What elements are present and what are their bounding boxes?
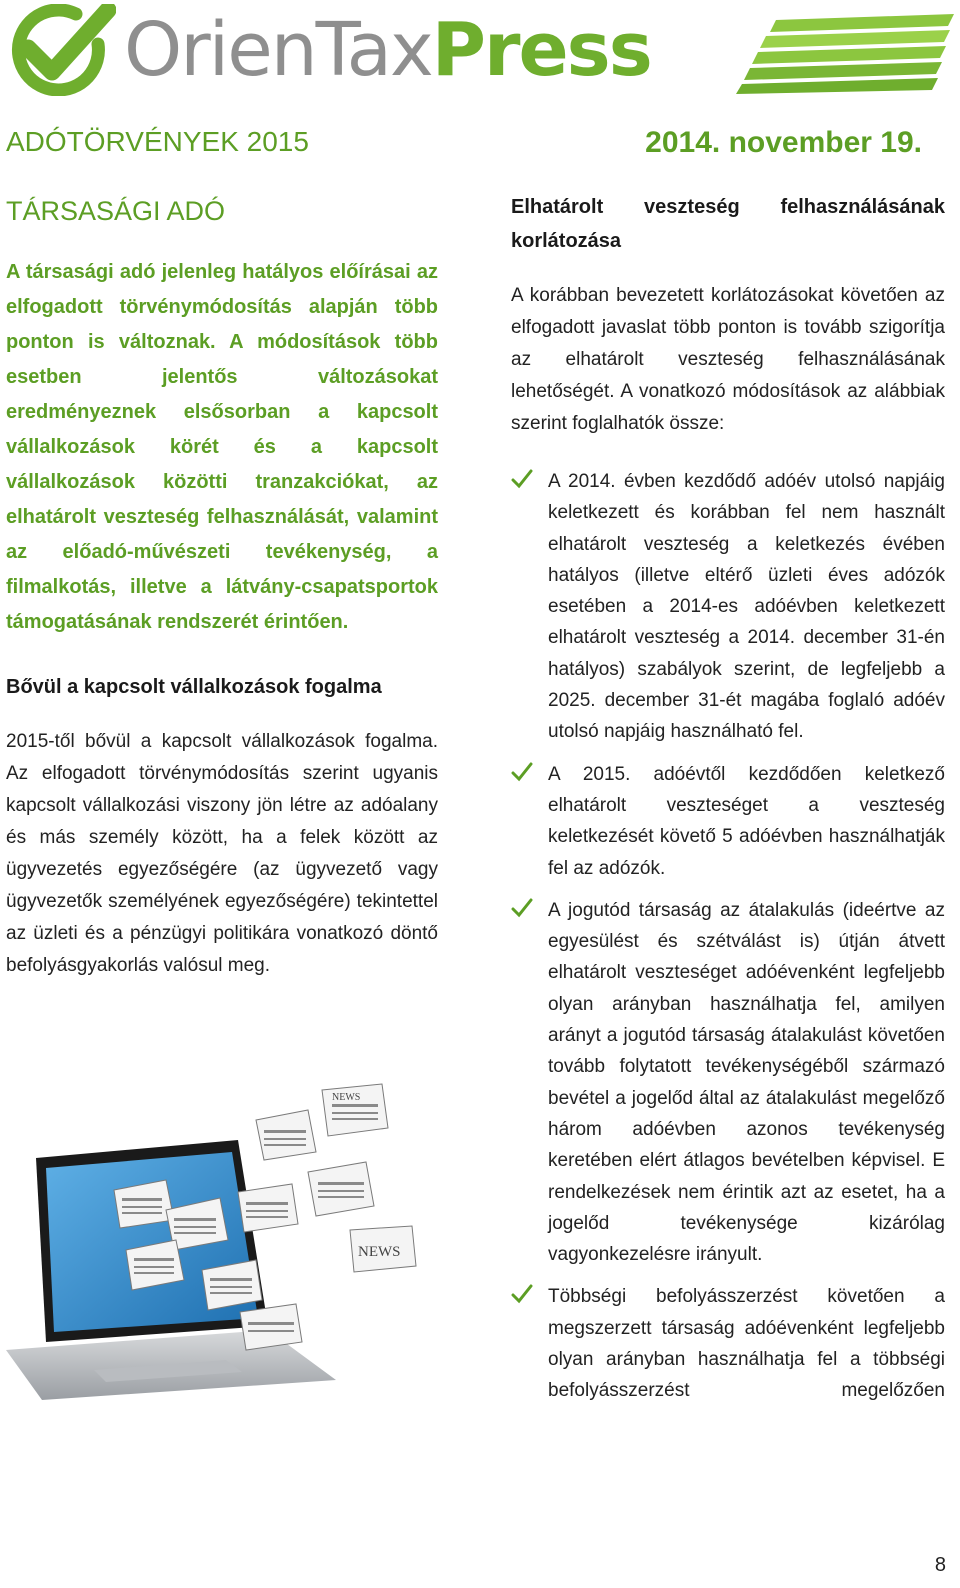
document-header-title: ADÓTÖRVÉNYEK 2015 (6, 126, 309, 157)
bullet-list (511, 466, 945, 1407)
paragraph-veszteseg: A korábban bevezetett korlátozásokat követően az elfogadott javaslat több ponton is tovább szigorítja az elhatárolt veszteség felhasználásának lehetőségét. A vonatkozó módosítások az alábbiak szerint foglalhatók össze: (511, 285, 945, 434)
paragraph-kapcsolt: 2015-től bővül a kapcsolt vállalkozások fogalma. Az elfogadott törvénymódosítás szerint ugyanis kapcsolt vállalkozási viszony jön létre az adóalany és más személy között, ha a felek között az ügyvezetés egyezőségére (az ügyvezető vagy ügyvezetők személyének egyezőségére) tekintettel az üzleti és a pénzügyi politikára vonatkozó döntő befolyásgyakorlás valósul meg. (6, 731, 438, 976)
bullet-item (511, 759, 945, 884)
logo-part-orien: Orien (124, 7, 316, 93)
lead-paragraph: A társasági adó jelenleg hatályos előírásai az elfogadott törvénymódosítás alapján több ponton is változnak. A módosítások több esetben jelentős változásokat eredményeznek elsősorban a kapcsolt vállalkozások körét és a kapcsolt vállalkozások közötti tranzakciókat, az elhatárolt veszteség felhasználását, valamint az előadó-művészeti tevékenység, a filmalkotás, illetve a látvány-csapatsportok támogatásának rendszerét érintően. (6, 261, 438, 633)
newspaper-label: NEWS (358, 1244, 401, 1260)
bullet-text: A 2015. adóévtől kezdődően keletkező elhatárolt veszteséget a veszteség keletkezését követő 5 adóévben használhatják fel az adózók. (548, 763, 945, 879)
left-column (6, 190, 438, 982)
bullet-item (511, 466, 945, 748)
document-header-date: 2014. november 19. (645, 126, 922, 159)
bullet-item (511, 1281, 945, 1406)
logo-wordmark (124, 4, 651, 96)
newspaper-label-small: NEWS (332, 1092, 361, 1103)
checkmark-icon (511, 897, 533, 919)
bullet-item (511, 895, 945, 1271)
speed-stripes-icon (736, 14, 954, 94)
logo-part-press: Press (431, 7, 651, 93)
subheading-kapcsolt: Bővül a kapcsolt vállalkozások fogalma (6, 676, 382, 698)
section-title: TÁRSASÁGI ADÓ (6, 196, 226, 226)
checkmark-icon (511, 1283, 533, 1305)
right-column (511, 190, 945, 1418)
laptop-with-flying-newspapers-image (6, 1080, 442, 1400)
orientaxpress-logo (6, 4, 954, 96)
logo-part-tax: Tax (315, 7, 432, 93)
page-number: 8 (934, 1554, 946, 1576)
bullet-text: Többségi befolyásszerzést követően a megszerzett társaság adóévenként legfeljebb olyan arányban használhatja fel a többségi befolyásszerzést megelőzően (548, 1286, 945, 1402)
checkmark-icon (511, 468, 533, 490)
bullet-text: A jogutód társaság az átalakulás (ideértve az egyesülést és szétválást is) útján átvett elhatárolt veszteséget adóévenként legfeljebb olyan arányban használhatja fel, amilyen arányt a jogutód társaság átalakulást követően tovább folytatott tevékenységéből származó bevétel a jogelőd által az átalakulást megelőző három adóévben azonos tevékenység keretében elért átlagos bevételben képvisel. E rendelkezések nem érintik azt az esetet, ha a jogelőd tevékenysége kizárólag vagyonkezelésre irányult. (548, 899, 945, 1266)
bullet-text: A 2014. évben kezdődő adóév utolsó napjáig keletkezett és korábban fel nem használt elhatárolt veszteség a keletkezés évében hatályos (illetve eltérő üzleti éves adózók esetében a 2014-es adóévben keletkezett elhatárolt veszteség a 2014. december 31-én hatályos) szabályok szerint, de legfeljebb a 2025. december 31-ét magába foglaló adóév utolsó napjáig használható fel. (548, 471, 945, 743)
checkmark-logo-icon (6, 4, 116, 96)
subheading-veszteseg: Elhatárolt veszteség felhasználásának korlátozása (511, 196, 945, 252)
checkmark-icon (511, 761, 533, 783)
